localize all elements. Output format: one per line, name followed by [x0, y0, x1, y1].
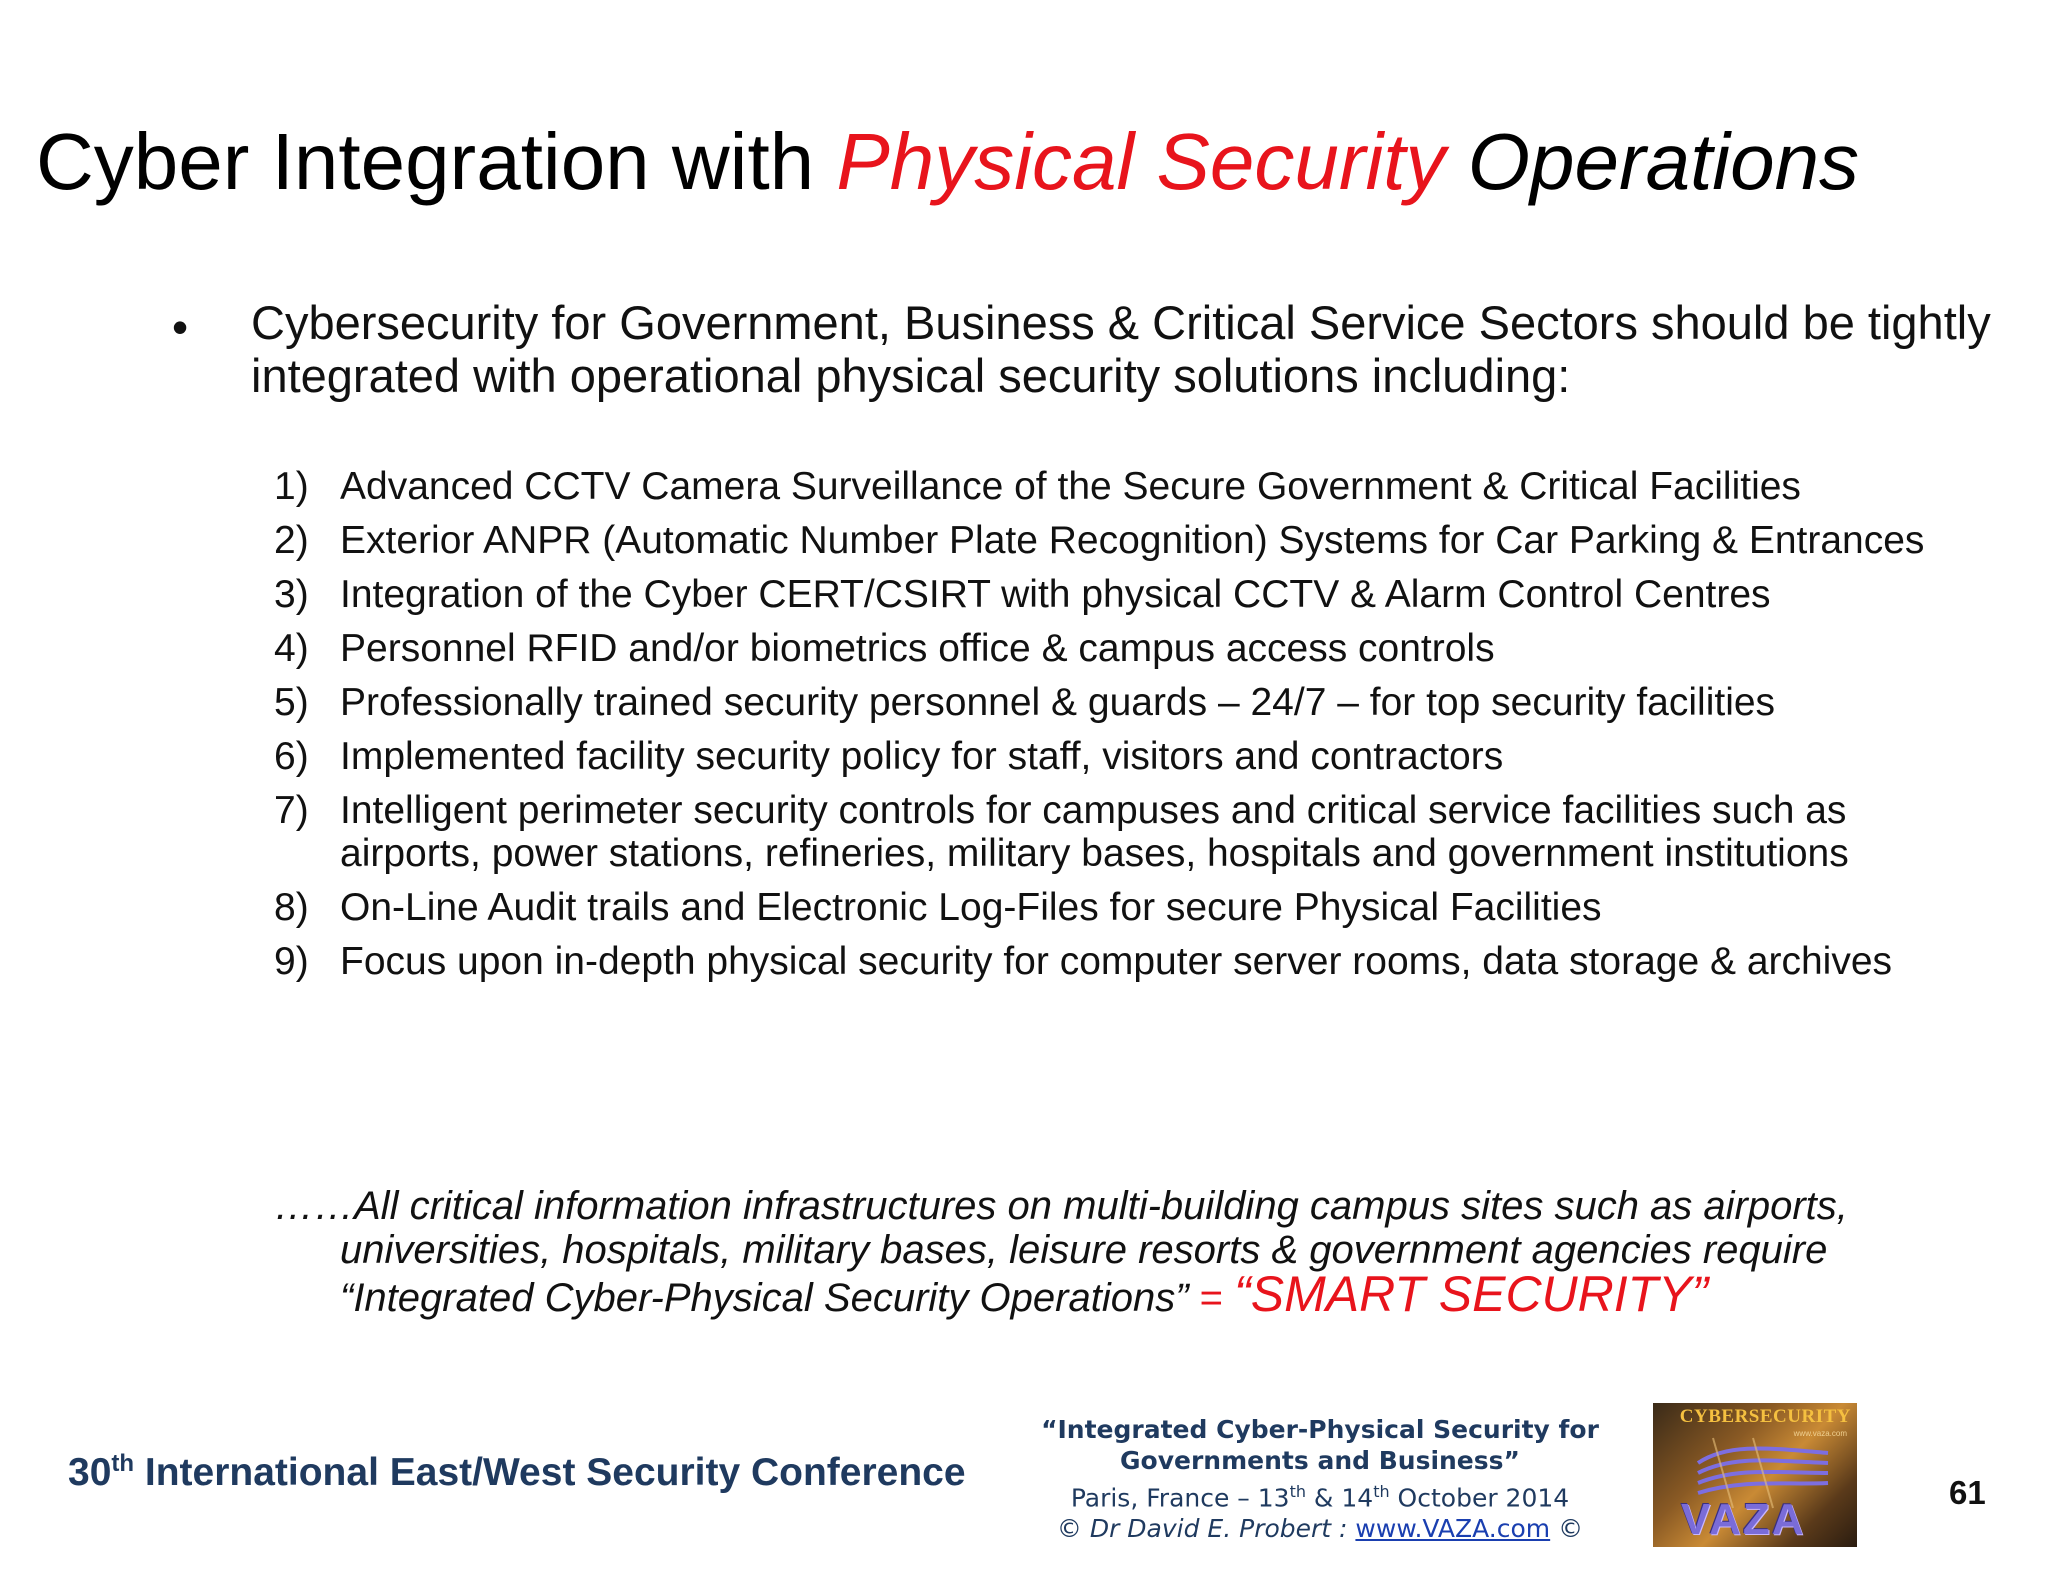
date-ordinal-1: th: [1289, 1482, 1306, 1501]
event-date-second: & 14: [1305, 1483, 1374, 1513]
event-title-line-1: “Integrated Cyber-Physical Security for: [1041, 1415, 1599, 1444]
list-item: [274, 789, 1974, 875]
event-date-rest: October 2014: [1389, 1483, 1570, 1513]
copyright-left: ©: [1056, 1514, 1090, 1544]
list-item-text: Personnel RFID and/or biometrics office & campus access controls: [340, 627, 1495, 670]
list-item: [274, 886, 1974, 929]
conference-number: 30: [68, 1451, 112, 1494]
list-item-number: 1): [274, 465, 309, 508]
list-item: [274, 681, 1974, 724]
logo-vaza-text: VAZA: [1681, 1495, 1806, 1544]
copyright-line: [1000, 1513, 1640, 1544]
closing-line-1: ……All critical information infrastructures on multi-building campus sites such as airports,: [274, 1184, 1848, 1228]
list-item-number: 7): [274, 789, 309, 832]
closing-equals: =: [1188, 1276, 1235, 1320]
event-title-line-2: Governments and Business”: [1120, 1446, 1520, 1475]
list-item-number: 3): [274, 573, 309, 616]
copyright-right: ©: [1550, 1514, 1584, 1544]
author-credit: Dr David E. Probert :: [1089, 1514, 1356, 1544]
page-number: 61: [1949, 1474, 1986, 1511]
list-item-text: Exterior ANPR (Automatic Number Plate Recognition) Systems for Car Parking & Entrances: [340, 519, 1925, 562]
slide-title: [36, 118, 1859, 206]
vaza-cybersecurity-logo: [1653, 1403, 1857, 1547]
list-item-number: 6): [274, 735, 309, 778]
list-item: [274, 940, 1974, 983]
list-item-text: On-Line Audit trails and Electronic Log-Files for secure Physical Facilities: [340, 886, 1602, 929]
list-item-number: 8): [274, 886, 309, 929]
event-info: [1000, 1414, 1640, 1544]
date-ordinal-2: th: [1373, 1482, 1390, 1501]
numbered-list: [274, 465, 1974, 994]
bullet-marker: •: [172, 301, 189, 353]
conference-title: International East/West Security Conference: [134, 1451, 966, 1494]
conference-name: [68, 1450, 966, 1495]
list-item-number: 5): [274, 681, 309, 724]
list-item-text: Intelligent perimeter security controls for campuses and critical service facilities such as airports, power stations, refineries, military bases, hospitals and government institutions: [340, 789, 1849, 875]
list-item: [274, 465, 1974, 508]
title-part-italic: Operations: [1445, 117, 1860, 206]
title-part-highlight: Physical Security: [836, 117, 1446, 206]
closing-statement: [274, 1184, 1994, 1320]
list-item-text: Integration of the Cyber CERT/CSIRT with physical CCTV & Alarm Control Centres: [340, 573, 1771, 616]
list-item-number: 4): [274, 627, 309, 670]
smart-security-label: “SMART SECURITY”: [1234, 1266, 1709, 1322]
bullet-text: Cybersecurity for Government, Business & Critical Service Sectors should be tightly integrated with operational physical security solutions including:: [251, 296, 1991, 402]
event-location: Paris, France – 13: [1070, 1483, 1290, 1513]
closing-quote: “Integrated Cyber-Physical Security Operations”: [340, 1276, 1189, 1320]
list-item-number: 9): [274, 940, 309, 983]
closing-line-2: universities, hospitals, military bases, leisure resorts & government agencies require: [340, 1228, 1828, 1272]
list-item: [274, 735, 1974, 778]
list-item: [274, 627, 1974, 670]
list-item: [274, 519, 1974, 562]
conference-ordinal: th: [111, 1450, 135, 1477]
logo-url-text: www.vaza.com: [1793, 1429, 1847, 1438]
list-item-text: Professionally trained security personnel & guards – 24/7 – for top security facilities: [340, 681, 1776, 724]
list-item-text: Advanced CCTV Camera Surveillance of the Secure Government & Critical Facilities: [340, 465, 1801, 508]
list-item-text: Implemented facility security policy for staff, visitors and contractors: [340, 735, 1504, 778]
list-item-number: 2): [274, 519, 309, 562]
logo-cybersecurity-text: CYBERSECURITY: [1679, 1406, 1851, 1427]
website-link[interactable]: www.VAZA.com: [1355, 1514, 1551, 1544]
event-location-date: [1000, 1476, 1640, 1513]
closing-line-3: [340, 1266, 1994, 1322]
list-item: [274, 573, 1974, 616]
title-part-plain: Cyber Integration with: [36, 117, 837, 206]
list-item-text: Focus upon in-depth physical security for computer server rooms, data storage & archives: [340, 940, 1893, 983]
